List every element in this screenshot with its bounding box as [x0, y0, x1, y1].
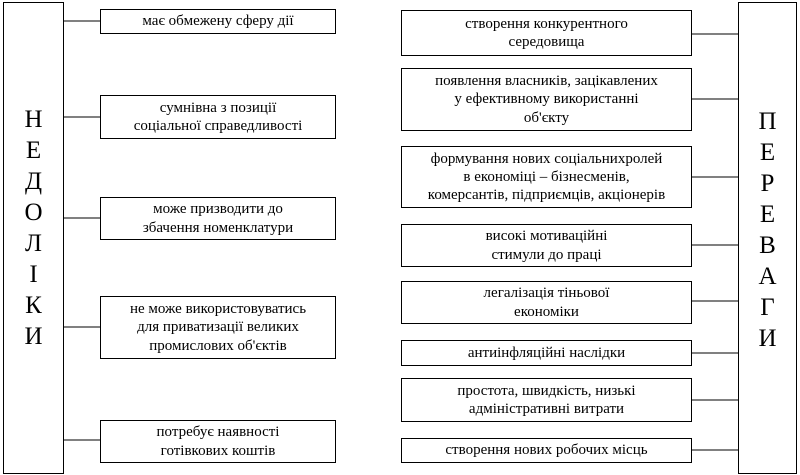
advantages-title-letter: П [758, 108, 777, 135]
disadvantage-text: може призводити до збачення номенклатури [142, 201, 294, 236]
advantages-title-letter: Е [759, 139, 776, 166]
advantage-box-6 [401, 340, 692, 366]
disadvantage-box-1 [100, 9, 336, 34]
advantages-column [738, 2, 797, 474]
advantage-text: появлення власників, зацікавлених у ефективному використанні об'єкту [435, 73, 658, 126]
disadvantage-box-2 [100, 95, 336, 139]
advantages-title-letter: В [759, 232, 776, 259]
disadvantage-text: має обмежену сферу дії [142, 13, 294, 30]
disadvantage-box-5 [100, 420, 336, 463]
disadvantages-title [4, 107, 63, 349]
advantages-title-letter: А [758, 263, 777, 290]
advantage-text: високі мотиваційні стимули до праці [485, 228, 608, 263]
advantage-box-1 [401, 10, 692, 56]
advantage-text: формування нових соціальнихролей в економіці – бізнесменів, комерсантів, підприємців, акціонерів [427, 150, 666, 204]
disadvantages-title-letter: Н [24, 106, 43, 133]
disadvantage-text: потребує наявності готівкових коштів [156, 424, 280, 459]
disadvantages-title-letter: Л [25, 230, 42, 257]
advantage-text: антиінфляційні наслідки [467, 344, 626, 361]
advantages-title-letter: Г [760, 294, 775, 321]
advantages-title-letter: Е [759, 201, 776, 228]
disadvantages-title-letter: О [24, 199, 43, 226]
advantage-text: легалізація тіньової економіки [483, 285, 610, 320]
disadvantages-title-letter: І [29, 261, 38, 288]
advantage-box-2 [401, 68, 692, 131]
advantage-text: створення нових робочих місць [445, 442, 648, 459]
disadvantage-text: не може використовуватись для приватизації великих промислових об'єктів [129, 301, 307, 354]
disadvantages-title-letter: Е [25, 137, 42, 164]
disadvantage-box-3 [100, 197, 336, 240]
advantages-title-letter: И [758, 325, 777, 352]
disadvantages-title-letter: Д [24, 168, 43, 195]
disadvantages-column [3, 2, 64, 474]
disadvantage-box-4 [100, 296, 336, 359]
advantage-box-7 [401, 378, 692, 422]
advantages-title [739, 109, 796, 351]
advantage-box-8 [401, 438, 692, 463]
advantage-text: створення конкурентного середовища [465, 15, 628, 50]
disadvantages-title-letter: К [25, 292, 42, 319]
disadvantages-title-letter: И [24, 323, 43, 350]
advantage-box-3 [401, 146, 692, 208]
disadvantage-text: сумнівна з позиції соціальної справедливості [133, 99, 303, 134]
advantage-text: простота, швидкість, низькі адміністративні витрати [457, 382, 636, 417]
advantage-box-4 [401, 224, 692, 267]
advantages-title-letter: Р [760, 170, 775, 197]
advantage-box-5 [401, 281, 692, 324]
